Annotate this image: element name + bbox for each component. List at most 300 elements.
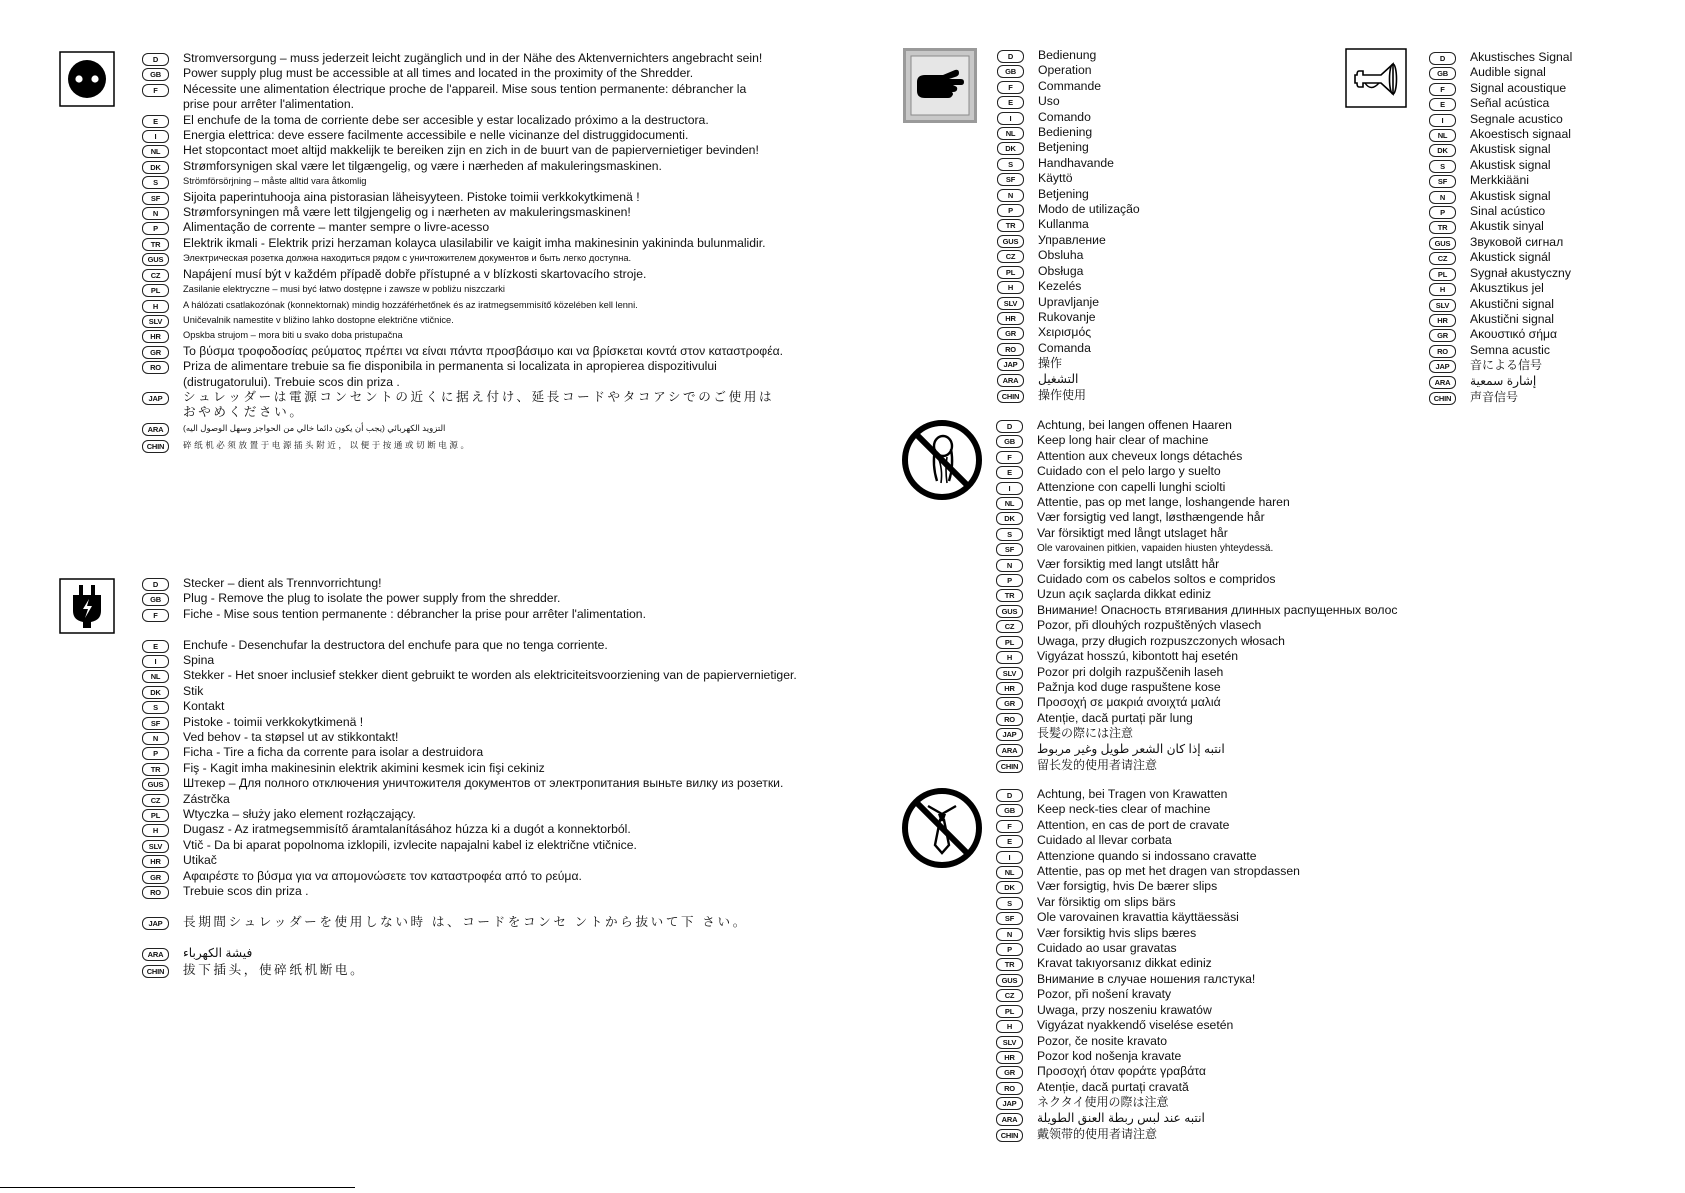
- language-code-badge: GR: [996, 697, 1023, 710]
- instruction-text: Het stopcontact moet altijd makkelijk te bereiken zijn en zich in de buurt van de papiervernietiger bevinden!: [183, 143, 759, 158]
- language-row-sf: [142, 715, 803, 730]
- instruction-text: Attenzione quando si indossano cravatte: [1037, 848, 1257, 863]
- language-code-badge: NL: [142, 670, 169, 683]
- language-row-d: [997, 48, 1140, 63]
- instruction-text: Akustick signál: [1470, 250, 1551, 265]
- language-row-e: [997, 94, 1140, 109]
- language-row-gb: [997, 63, 1140, 78]
- instruction-text: Enchufe - Desenchufar la destructora del enchufe para que no tenga corriente.: [183, 637, 608, 652]
- language-code-badge: DK: [1429, 144, 1456, 157]
- language-row-slv: [996, 1034, 1300, 1049]
- language-code-badge: ARA: [996, 744, 1023, 757]
- instruction-text: Priza de alimentare trebuie sa fie disponibila in permanenta si localizata in apropierea dispozitivului (distrugatorului). Trebuie scos din priza .: [183, 359, 717, 389]
- language-code-badge: P: [142, 747, 169, 760]
- language-code-badge: GUS: [997, 235, 1024, 248]
- language-code-badge: N: [142, 207, 169, 220]
- language-code-badge: RO: [142, 886, 169, 899]
- language-code-badge: F: [996, 820, 1023, 833]
- language-code-badge: CZ: [997, 250, 1024, 263]
- instruction-text: Attenzione con capelli lunghi sciolti: [1037, 479, 1226, 494]
- language-row-d: [996, 418, 1397, 433]
- language-row-n: [142, 205, 803, 220]
- language-row-ara: [997, 372, 1140, 389]
- instruction-text: التزويد الكهربائي (يجب أن يكون دائما خالي من الحواجز وسهل الوصول اليه): [183, 422, 446, 433]
- language-row-dk: [1429, 142, 1572, 157]
- instruction-text: Sinal acústico: [1470, 204, 1546, 219]
- instruction-text: Uwaga, przy długich rozpuszczonych włosach: [1037, 633, 1285, 648]
- language-row-jap: [1429, 358, 1572, 373]
- instruction-text: 長髪の際には注意: [1037, 726, 1134, 741]
- instruction-text: Χειρισμός: [1038, 325, 1092, 340]
- language-row-hr: [142, 853, 803, 868]
- language-row-tr: [997, 217, 1140, 232]
- instruction-text: Stik: [183, 683, 204, 698]
- language-row-slv: [996, 665, 1397, 680]
- bottom-rule: [0, 1187, 355, 1188]
- language-row-ro: [997, 341, 1140, 356]
- instruction-text: Betjening: [1038, 186, 1089, 201]
- language-code-badge: CHIN: [996, 760, 1023, 773]
- instruction-text: Sygnał akustyczny: [1470, 265, 1571, 280]
- instruction-text: Akusztikus jel: [1470, 281, 1544, 296]
- language-row-s: [996, 526, 1397, 541]
- language-code-badge: CZ: [142, 794, 169, 807]
- instruction-text: Comando: [1038, 109, 1091, 124]
- instruction-text: Vær forsiktig hvis slips bæres: [1037, 925, 1197, 940]
- instruction-text: Attention, en cas de port de cravate: [1037, 817, 1230, 832]
- instruction-text: 戴领带的使用者请注意: [1037, 1127, 1158, 1142]
- instruction-text: Käyttö: [1038, 171, 1073, 186]
- language-code-badge: RO: [996, 1082, 1023, 1095]
- language-code-badge: SF: [996, 543, 1023, 556]
- language-row-slv: [142, 838, 803, 853]
- language-code-badge: P: [996, 574, 1023, 587]
- language-row-ara: [1429, 374, 1572, 391]
- language-code-badge: SF: [996, 912, 1023, 925]
- language-row-p: [996, 572, 1397, 587]
- language-code-badge: CHIN: [142, 440, 169, 453]
- language-code-badge: SLV: [142, 315, 169, 328]
- instruction-text: Pozor, če nosite kravato: [1037, 1033, 1168, 1048]
- language-row-s: [142, 174, 803, 189]
- language-row-ara: [996, 1111, 1300, 1128]
- plug-icon: [59, 578, 115, 634]
- language-code-badge: I: [1429, 114, 1456, 127]
- instruction-text: Внимание! Опасность втягивания длинных распущенных волос: [1037, 602, 1398, 617]
- instruction-text: Spina: [183, 653, 215, 668]
- instruction-text: 操作使用: [1038, 388, 1087, 403]
- language-code-badge: CHIN: [996, 1129, 1023, 1142]
- hand-icon: [903, 48, 977, 123]
- instruction-text: Nécessite une alimentation électrique proche de l'appareil. Mise sous tention permanente: débrancher la prise pour arrêter l'alimentation.: [183, 81, 747, 112]
- language-code-badge: D: [1429, 52, 1456, 65]
- language-row-gr: [997, 325, 1140, 340]
- language-code-badge: DK: [142, 161, 169, 174]
- language-row-cz: [996, 618, 1397, 633]
- instruction-text: Bedienung: [1038, 48, 1097, 62]
- no-long-hair-icon: [901, 419, 983, 501]
- language-row-d: [142, 51, 803, 66]
- instruction-text: Cuidado ao usar gravatas: [1037, 941, 1177, 956]
- language-code-badge: GR: [996, 1066, 1023, 1079]
- language-code-badge: H: [996, 651, 1023, 664]
- language-code-badge: D: [142, 578, 169, 591]
- language-code-badge: PL: [142, 284, 169, 297]
- language-row-gr: [996, 695, 1397, 710]
- language-code-badge: SLV: [996, 667, 1023, 680]
- instruction-text: Obsługa: [1038, 263, 1084, 278]
- language-row-ara: [996, 742, 1397, 759]
- language-row-tr: [996, 956, 1300, 971]
- language-row-h: [1429, 281, 1572, 296]
- language-row-n: [997, 187, 1140, 202]
- instruction-text: Segnale acustico: [1470, 111, 1563, 126]
- language-row-f: [142, 82, 803, 113]
- language-code-badge: P: [997, 204, 1024, 217]
- instruction-text: Kullanma: [1038, 217, 1089, 232]
- language-code-badge: H: [142, 300, 169, 313]
- language-code-badge: SF: [142, 192, 169, 205]
- language-row-f: [1429, 81, 1572, 96]
- instruction-text: Strömförsörjning – måste alltid vara åtkomlig: [183, 176, 367, 187]
- language-row-dk: [996, 510, 1397, 525]
- language-code-badge: CZ: [142, 269, 169, 282]
- language-code-badge: E: [1429, 98, 1456, 111]
- instruction-text: Ficha - Tire a ficha da corrente para isolar a destruidora: [183, 745, 484, 760]
- language-row-slv: [142, 313, 803, 328]
- language-row-gus: [996, 603, 1397, 618]
- language-code-badge: F: [996, 451, 1023, 464]
- instruction-text: Uso: [1038, 94, 1060, 109]
- instruction-text: Alimentação de corrente – manter sempre o livre-acesso: [183, 220, 490, 235]
- language-row-gus: [996, 972, 1300, 987]
- language-code-badge: SLV: [996, 1036, 1023, 1049]
- language-row-h: [142, 822, 803, 837]
- language-code-badge: F: [1429, 83, 1456, 96]
- language-code-badge: H: [996, 1020, 1023, 1033]
- instruction-text: Wtyczka – służy jako element rozłączający.: [183, 807, 416, 822]
- instruction-text: 音による信号: [1470, 358, 1543, 373]
- instruction-text: Ole varovainen kravattia käyttäessäsi: [1037, 910, 1239, 925]
- instruction-text: Akustični signal: [1470, 296, 1554, 311]
- language-row-jap: [142, 390, 803, 421]
- language-code-badge: HR: [997, 312, 1024, 325]
- language-row-gr: [142, 344, 803, 359]
- language-code-badge: JAP: [1429, 360, 1456, 373]
- language-row-tr: [142, 761, 803, 776]
- language-row-chin: [997, 388, 1140, 403]
- language-row-nl: [1429, 127, 1572, 142]
- instruction-text: Betjening: [1038, 140, 1089, 155]
- instruction-text: Pozor, při dlouhých rozpuštěných vlasech: [1037, 618, 1262, 633]
- instruction-text: 碎纸机必须放置于电源插头附近，以便于按通或切断电源。: [183, 439, 472, 450]
- instruction-text: Keep neck-ties clear of machine: [1037, 802, 1211, 817]
- language-code-badge: CHIN: [142, 965, 169, 978]
- language-row-dk: [996, 879, 1300, 894]
- language-code-badge: DK: [997, 142, 1024, 155]
- language-code-badge: I: [996, 482, 1023, 495]
- instruction-text: Kravat takıyorsanız dikkat ediniz: [1037, 956, 1212, 971]
- language-row-f: [142, 607, 803, 638]
- instruction-text: التشغيل: [1038, 371, 1079, 386]
- language-code-badge: PL: [142, 809, 169, 822]
- language-row-tr: [1429, 219, 1572, 234]
- instruction-text: Vtič - Da bi aparat popolnoma izklopili, izvlecite napajalni kabel iz električne vtičnice.: [183, 837, 637, 852]
- language-row-sf: [996, 910, 1300, 925]
- instruction-text: انتبه إذا كان الشعر طويل وغير مربوط: [1037, 741, 1225, 756]
- instruction-text: Uwaga, przy noszeniu krawatów: [1037, 1002, 1212, 1017]
- instruction-text: Akustisk signal: [1470, 188, 1551, 203]
- language-row-sf: [142, 190, 803, 205]
- language-row-jap: [996, 726, 1397, 741]
- language-code-badge: NL: [996, 866, 1023, 879]
- no-tie-icon: [901, 787, 983, 869]
- language-code-badge: S: [996, 897, 1023, 910]
- instruction-text: シュレッダーは電源コンセントの近くに据え付け、延長コードやタコアシでのご使用は おやめください。: [183, 389, 775, 420]
- language-code-badge: TR: [1429, 221, 1456, 234]
- language-code-badge: GUS: [142, 253, 169, 266]
- language-code-badge: I: [996, 851, 1023, 864]
- language-code-badge: TR: [996, 589, 1023, 602]
- instruction-text: Το βύσμα τροφοδοσίας ρεύματος πρέπει να είναι πάντα προσβάσιμο και να βρίσκεται κοντά στον καταστροφέα.: [183, 343, 784, 358]
- language-code-badge: GB: [997, 65, 1024, 78]
- language-code-badge: GUS: [996, 974, 1023, 987]
- instruction-text: Ved behov - ta støpsel ut av stikkontakt!: [183, 730, 399, 745]
- instruction-text: Power supply plug must be accessible at all times and located in the proximity of the Shredder.: [183, 66, 694, 81]
- language-row-p: [997, 202, 1140, 217]
- language-code-badge: NL: [1429, 129, 1456, 142]
- language-code-badge: GUS: [1429, 237, 1456, 250]
- instruction-text: Vær forsigtig, hvis De bærer slips: [1037, 879, 1218, 894]
- instruction-text: Energia elettrica: deve essere facilmente accessibile e nelle vicinanze del distruggidocumenti.: [183, 128, 689, 143]
- language-code-badge: I: [142, 655, 169, 668]
- instruction-text: Var försiktigt med långt utslaget hår: [1037, 525, 1228, 540]
- language-code-badge: TR: [997, 219, 1024, 232]
- instruction-text: Προσοχή όταν φοράτε γραβάτα: [1037, 1064, 1206, 1079]
- language-code-badge: RO: [142, 361, 169, 374]
- language-row-gus: [1429, 235, 1572, 250]
- instruction-text: Pažnja kod duge raspuštene kose: [1037, 679, 1221, 694]
- instruction-text: Cuidado al llevar corbata: [1037, 833, 1172, 848]
- language-row-chin: [996, 1127, 1300, 1142]
- language-row-f: [996, 818, 1300, 833]
- instruction-text: Fiche - Mise sous tention permanente : débrancher la prise pour arrêter l'alimentation.: [183, 606, 646, 621]
- instruction-text: Opskba strujom – mora biti u svako doba pristupačna: [183, 330, 403, 341]
- language-row-chin: [1429, 390, 1572, 405]
- instruction-text: Utikač: [183, 853, 217, 868]
- language-code-badge: JAP: [996, 728, 1023, 741]
- instruction-text: Audible signal: [1470, 65, 1546, 80]
- language-code-badge: E: [142, 640, 169, 653]
- language-code-badge: GR: [997, 327, 1024, 340]
- language-row-chin: [142, 963, 803, 978]
- acoustic-signal-section: [1429, 50, 1572, 405]
- instruction-text: Modo de utilização: [1038, 202, 1140, 217]
- language-row-hr: [996, 1049, 1300, 1064]
- language-code-badge: SLV: [142, 840, 169, 853]
- language-row-pl: [142, 807, 803, 822]
- instruction-text: Sijoita paperintuhooja aina pistorasian läheisyyteen. Pistoke toimii verkkokytkimenä !: [183, 189, 640, 204]
- language-code-badge: S: [142, 701, 169, 714]
- language-row-ara: [142, 421, 803, 438]
- language-row-p: [996, 941, 1300, 956]
- language-code-badge: SF: [1429, 175, 1456, 188]
- instruction-text: Akustisk signal: [1470, 142, 1551, 157]
- operation-section: [997, 48, 1140, 403]
- language-row-h: [142, 298, 803, 313]
- instruction-text: El enchufe de la toma de corriente debe ser accesible y estar localizado próximo a la destructora.: [183, 112, 709, 127]
- language-code-badge: P: [996, 943, 1023, 956]
- language-code-badge: DK: [996, 881, 1023, 894]
- language-row-e: [1429, 96, 1572, 111]
- language-code-badge: P: [142, 222, 169, 235]
- instruction-text: Signal acoustique: [1470, 80, 1567, 95]
- instruction-text: Plug - Remove the plug to isolate the power supply from the shredder.: [183, 591, 561, 606]
- language-row-nl: [996, 864, 1300, 879]
- instruction-text: Zástrčka: [183, 791, 230, 806]
- language-row-pl: [996, 1003, 1300, 1018]
- instruction-text: Vigyázat nyakkendő viselése esetén: [1037, 1018, 1234, 1033]
- language-row-e: [996, 833, 1300, 848]
- instruction-text: Handhavande: [1038, 155, 1114, 170]
- instruction-text: Merkkiääni: [1470, 173, 1529, 188]
- instruction-text: Управление: [1038, 232, 1106, 247]
- language-row-n: [996, 557, 1397, 572]
- instruction-text: 留长发的使用者请注意: [1037, 758, 1158, 773]
- language-row-ro: [996, 711, 1397, 726]
- language-row-p: [1429, 204, 1572, 219]
- language-code-badge: ARA: [142, 423, 169, 436]
- language-code-badge: N: [997, 189, 1024, 202]
- instruction-text: Strømforsynigen skal være let tilgængelig, og være i nærheden af makuleringsmaskinen.: [183, 158, 662, 173]
- language-code-badge: TR: [142, 238, 169, 251]
- instruction-text: Upravljanje: [1038, 294, 1099, 309]
- language-row-nl: [996, 495, 1397, 510]
- language-row-cz: [142, 267, 803, 282]
- instruction-text: Akustični signal: [1470, 311, 1554, 326]
- language-code-badge: NL: [996, 497, 1023, 510]
- language-row-cz: [1429, 250, 1572, 265]
- instruction-text: Obsluha: [1038, 248, 1084, 263]
- language-row-pl: [142, 282, 803, 297]
- instruction-text: Штекер – Для полного отключения уничтожителя документов от электропитания выньте вилку из розетки.: [183, 776, 784, 791]
- language-row-gr: [996, 1064, 1300, 1079]
- instruction-text: Commande: [1038, 78, 1101, 93]
- language-row-jap: [996, 1095, 1300, 1110]
- language-code-badge: H: [142, 824, 169, 837]
- language-code-badge: I: [997, 112, 1024, 125]
- instruction-text: Звуковой сигнал: [1470, 234, 1564, 249]
- language-row-dk: [142, 684, 803, 699]
- language-row-jap: [142, 915, 803, 946]
- language-code-badge: GB: [142, 68, 169, 81]
- language-code-badge: F: [142, 609, 169, 622]
- language-code-badge: PL: [1429, 268, 1456, 281]
- power-supply-section: [142, 51, 803, 453]
- language-code-badge: JAP: [142, 917, 169, 930]
- language-code-badge: GB: [1429, 67, 1456, 80]
- language-code-badge: SF: [142, 717, 169, 730]
- language-row-nl: [997, 125, 1140, 140]
- instruction-text: Kontakt: [183, 699, 225, 714]
- language-row-dk: [142, 159, 803, 174]
- language-row-chin: [996, 758, 1397, 773]
- language-code-badge: H: [997, 281, 1024, 294]
- instruction-text: Uzun açık saçlarda dikkat ediniz: [1037, 587, 1212, 602]
- language-code-badge: E: [142, 115, 169, 128]
- language-code-badge: DK: [996, 512, 1023, 525]
- language-row-f: [997, 79, 1140, 94]
- instruction-text: Akoestisch signaal: [1470, 127, 1571, 142]
- language-row-tr: [996, 587, 1397, 602]
- instruction-text: 操作: [1038, 356, 1063, 371]
- language-row-nl: [142, 143, 803, 158]
- language-code-badge: ARA: [997, 374, 1024, 387]
- language-row-pl: [1429, 266, 1572, 281]
- language-row-gb: [996, 433, 1397, 448]
- language-code-badge: HR: [142, 855, 169, 868]
- language-code-badge: D: [996, 789, 1023, 802]
- language-code-badge: RO: [997, 343, 1024, 356]
- instruction-text: 拔下插头，使碎纸机断电。: [183, 962, 366, 977]
- instruction-text: Zasilanie elektryczne – musi być łatwo dostępne i zawsze w pobliżu niszczarki: [183, 284, 505, 295]
- language-code-badge: HR: [1429, 314, 1456, 327]
- instruction-text: A hálózati csatlakozónak (konnektornak) mindig hozzáférhetőnek és az iratmegsemmisítő közelében kell lenni.: [183, 299, 638, 310]
- language-row-s: [997, 156, 1140, 171]
- language-row-ro: [142, 884, 803, 915]
- language-row-gus: [142, 251, 803, 266]
- instruction-text: Akustisches Signal: [1470, 50, 1573, 64]
- language-row-h: [997, 279, 1140, 294]
- instruction-text: 声音信号: [1470, 390, 1519, 405]
- language-code-badge: JAP: [997, 358, 1024, 371]
- footer-mark: [356, 1186, 381, 1193]
- instruction-text: Cuidado com os cabelos soltos e compridos: [1037, 572, 1276, 587]
- language-code-badge: CZ: [996, 620, 1023, 633]
- language-row-slv: [997, 295, 1140, 310]
- language-code-badge: ARA: [1429, 376, 1456, 389]
- language-row-d: [142, 576, 803, 591]
- instruction-text: Rukovanje: [1038, 309, 1096, 324]
- instruction-text: Attentie, pas op met lange, loshangende haren: [1037, 495, 1290, 510]
- language-row-gb: [1429, 65, 1572, 80]
- language-code-badge: RO: [1429, 345, 1456, 358]
- language-row-pl: [996, 634, 1397, 649]
- language-row-chin: [142, 438, 803, 453]
- language-code-badge: PL: [996, 1005, 1023, 1018]
- language-code-badge: JAP: [996, 1097, 1023, 1110]
- language-row-i: [1429, 112, 1572, 127]
- language-code-badge: GB: [996, 435, 1023, 448]
- language-row-hr: [1429, 312, 1572, 327]
- power-socket-icon: [59, 51, 115, 107]
- language-code-badge: S: [142, 176, 169, 189]
- instruction-text: Akustisk signal: [1470, 157, 1551, 172]
- plug-section: [142, 576, 803, 978]
- instruction-text: Stekker - Het snoer inclusief stekker dient gebruikt te worden als elektriciteitsvoorziening van de papiervernietiger.: [183, 668, 797, 683]
- instruction-text: Vær forsigtig ved langt, løsthængende hår: [1037, 510, 1265, 525]
- language-code-badge: S: [996, 528, 1023, 541]
- language-row-i: [142, 653, 803, 668]
- language-row-e: [142, 113, 803, 128]
- instruction-text: Semna acustic: [1470, 342, 1550, 357]
- language-row-gb: [142, 591, 803, 606]
- language-code-badge: HR: [142, 330, 169, 343]
- instruction-text: Cuidado con el pelo largo y suelto: [1037, 464, 1221, 479]
- instruction-text: Внимание в случае ношения галстука!: [1037, 971, 1256, 986]
- language-row-e: [996, 464, 1397, 479]
- language-code-badge: E: [997, 96, 1024, 109]
